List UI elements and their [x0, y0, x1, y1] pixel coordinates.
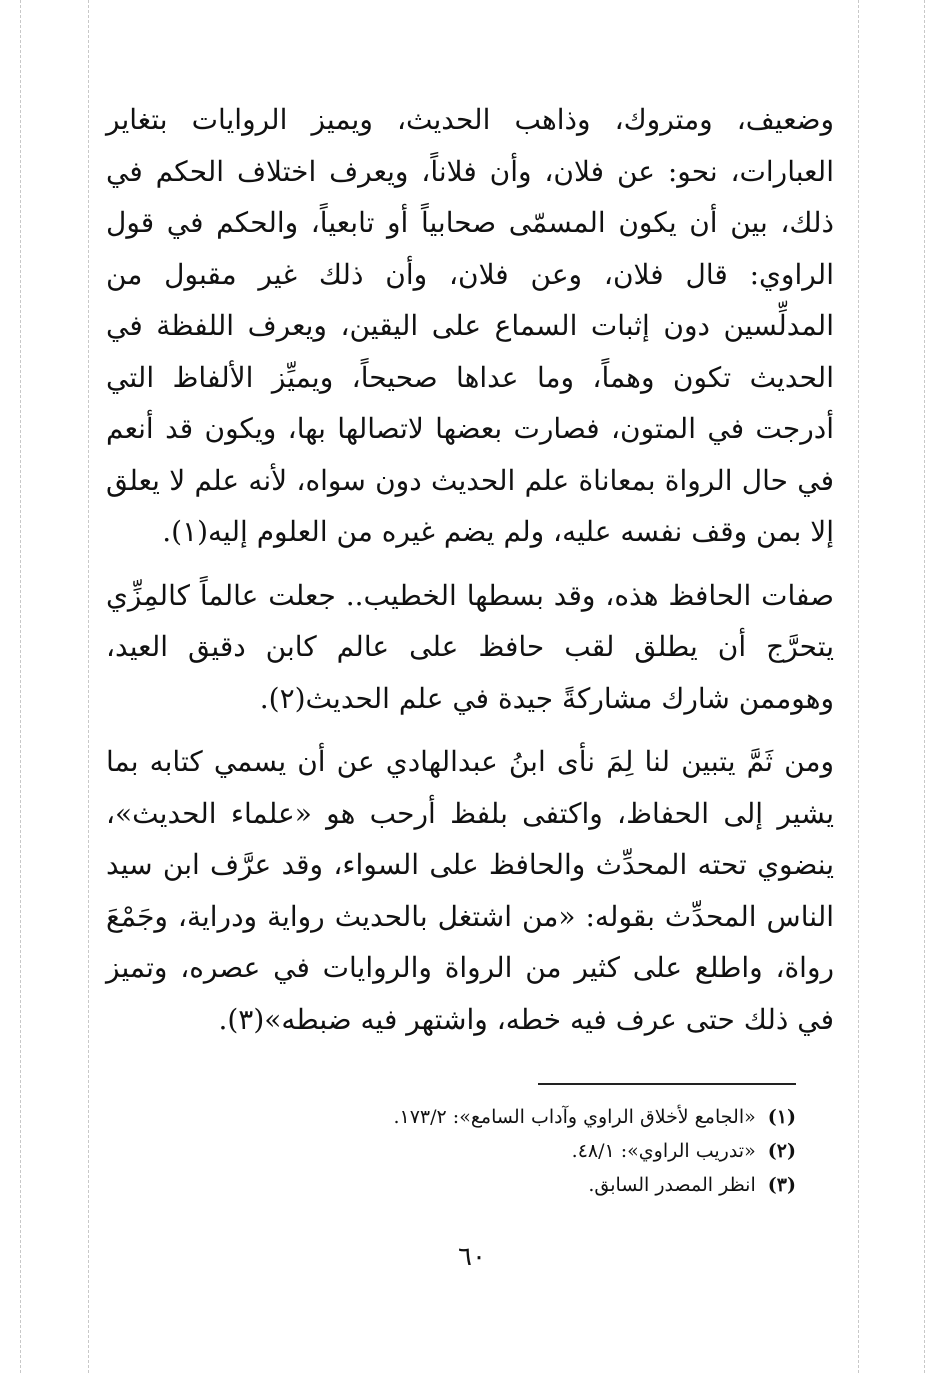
page-guide-line	[88, 0, 89, 1373]
paragraph: وضعيف، ومتروك، وذاهب الحديث، ويميز الروايات بتغاير العبارات، نحو: عن فلان، وأن فلاناً، ويعرف اختلاف الحكم في ذلك، بين أن يكون المسمّى صحابياً أو تابعياً، والحكم في قول الراوي: قال فلان، وعن فلان، وأن ذلك غير مقبول من المدلِّسين دون إثبات السماع على اليقين، ويعرف اللفظة في الحديث تكون وهماً، وما عداها صحيحاً، ويميِّز الألفاظ التي أدرجت في المتون، فصارت بعضها لاتصالها بها، ويكون قد أنعم في حال الرواة بمعاناة علم الحديث دون سواه، لأنه علم لا يعلق إلا بمن وقف نفسه عليه، ولم يضم غيره من العلوم إليه(١).	[106, 103, 834, 548]
page-number: ٦٠	[458, 1242, 486, 1272]
footnote	[300, 1134, 796, 1168]
body-text	[106, 94, 834, 1045]
page-guide-line	[858, 0, 859, 1373]
footnote	[300, 1168, 796, 1202]
page-guide-line	[20, 0, 21, 1373]
footnote-number: (٣)	[767, 1174, 796, 1196]
footnote-text: «الجامع لأخلاق الراوي وآداب السامع»: ١٧٣/٢.	[393, 1106, 756, 1128]
footnote-text: «تدريب الراوي»: ٤٨/١.	[571, 1140, 756, 1162]
footnote-number: (١)	[767, 1106, 796, 1128]
page-guide-line	[924, 0, 925, 1373]
paragraph: ومن ثَمَّ يتبين لنا لِمَ نأى ابنُ عبدالهادي عن أن يسمي كتابه بما يشير إلى الحفاظ، واكتفى بلفظ أرحب هو «علماء الحديث»، ينضوي تحته المحدِّث والحافظ على السواء، وقد عرَّف ابن سيد الناس المحدِّث بقوله: «من اشتغل بالحديث رواية ودراية، وجَمْعَ رواة، واطلع على كثير من الرواة والروايات في عصره، وتميز في ذلك حتى عرف فيه خطه، واشتهر فيه ضبطه»(٣).	[106, 745, 834, 1036]
footnote-separator	[538, 1083, 796, 1085]
footnotes	[300, 1100, 796, 1202]
footnote-text: انظر المصدر السابق.	[588, 1174, 756, 1196]
footnote-number: (٢)	[767, 1140, 796, 1162]
paragraph: صفات الحافظ هذه، وقد بسطها الخطيب.. جعلت عالماً كالمِزِّي يتحرَّج أن يطلق لقب حافظ على عالم كابن دقيق العيد، وهوممن شارك مشاركةً جيدة في علم الحديث(٢).	[106, 578, 834, 715]
footnote	[300, 1100, 796, 1134]
